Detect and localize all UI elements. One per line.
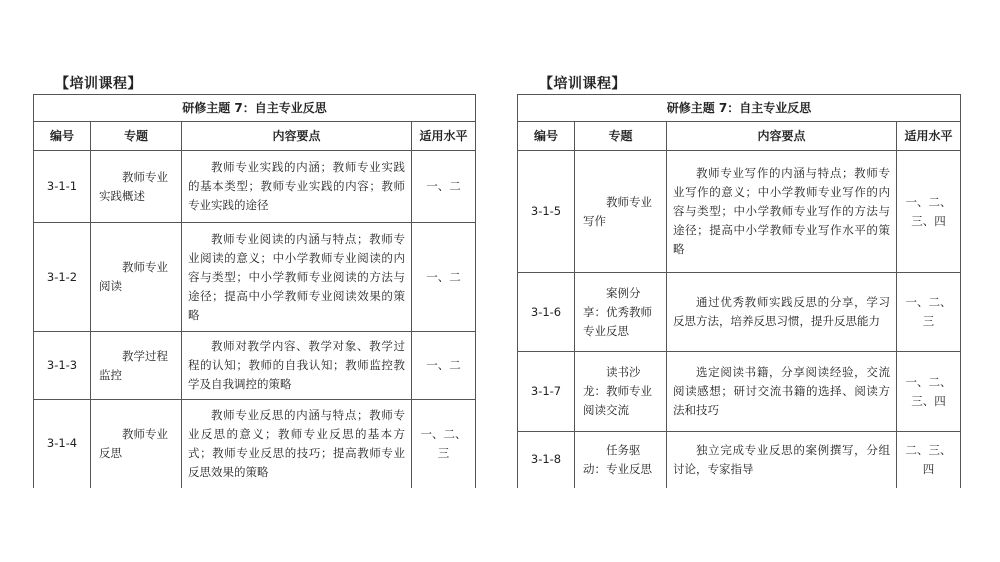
row-topic: 教师专业反思 [91,400,182,488]
left-document-panel [33,74,475,488]
row-topic: 教师专业实践概述 [91,151,182,223]
right-document-panel [517,74,960,488]
row-id: 3-1-7 [518,352,575,432]
row-topic: 教学过程监控 [91,332,182,400]
row-content: 教师专业反思的内涵与特点；教师专业反思的意义；教师专业反思的基本方式；教师专业反思的技巧；提高教师专业反思效果的策略 [182,400,412,488]
table-row [518,273,961,352]
header-level: 适用水平 [412,122,476,151]
row-level: 一、二 [412,332,476,400]
row-level: 一、二、三 [412,400,476,488]
row-content: 选定阅读书籍，分享阅读经验，交流阅读感想；研讨交流书籍的选择、阅读方法和技巧 [667,352,897,432]
row-id: 3-1-4 [34,400,91,488]
section-label: 【培训课程】 [55,76,142,92]
row-id: 3-1-6 [518,273,575,352]
row-content: 通过优秀教师实践反思的分享，学习反思方法，培养反思习惯，提升反思能力 [667,273,897,352]
header-id: 编号 [518,122,575,151]
table-row [34,400,476,488]
table-title: 研修主题 7：自主专业反思 [518,95,961,122]
table-title: 研修主题 7：自主专业反思 [34,95,476,122]
row-content: 教师对教学内容、教学对象、教学过程的认知；教师的自我认知；教师监控教学及自我调控的策略 [182,332,412,400]
row-id: 3-1-3 [34,332,91,400]
table-row [34,223,476,332]
row-content: 教师专业阅读的内涵与特点；教师专业阅读的意义；中小学教师专业阅读的内容与类型；中小学教师专业阅读的方法与途径；提高中小学教师专业阅读效果的策略 [182,223,412,332]
row-topic: 任务驱动：专业反思 [575,432,667,488]
row-topic: 教师专业写作 [575,151,667,273]
header-id: 编号 [34,122,91,151]
row-level: 一、二、三、四 [897,352,961,432]
table-row [518,432,961,488]
course-table [33,94,476,488]
table-row [34,332,476,400]
row-id: 3-1-8 [518,432,575,488]
row-level: 一、二 [412,223,476,332]
table-row [518,151,961,273]
row-level: 一、二、三 [897,273,961,352]
table-row [34,151,476,223]
row-id: 3-1-5 [518,151,575,273]
row-level: 一、二 [412,151,476,223]
row-topic: 读书沙龙：教师专业阅读交流 [575,352,667,432]
header-content: 内容要点 [182,122,412,151]
row-topic: 教师专业阅读 [91,223,182,332]
row-content: 教师专业写作的内涵与特点；教师专业写作的意义；中小学教师专业写作的内容与类型；中小学教师专业写作的方法与途径；提高中小学教师专业写作水平的策略 [667,151,897,273]
row-id: 3-1-1 [34,151,91,223]
header-content: 内容要点 [667,122,897,151]
header-level: 适用水平 [897,122,961,151]
row-content: 教师专业实践的内涵；教师专业实践的基本类型；教师专业实践的内容；教师专业实践的途径 [182,151,412,223]
row-id: 3-1-2 [34,223,91,332]
course-table [517,94,961,488]
row-topic: 案例分享：优秀教师专业反思 [575,273,667,352]
row-content: 独立完成专业反思的案例撰写，分组讨论，专家指导 [667,432,897,488]
header-topic: 专题 [575,122,667,151]
table-row [518,352,961,432]
section-label: 【培训课程】 [539,76,626,92]
header-topic: 专题 [91,122,182,151]
row-level: 一、二、三、四 [897,151,961,273]
row-level: 二、三、四 [897,432,961,488]
